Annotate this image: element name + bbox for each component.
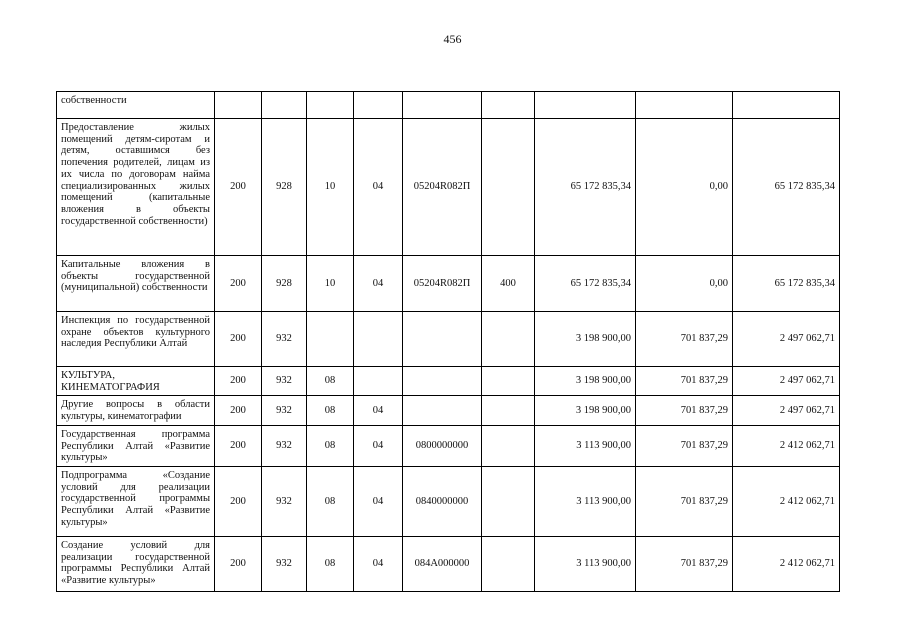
cell-code-5: 0800000000 xyxy=(403,425,482,466)
cell-amount-3: 2 412 062,71 xyxy=(733,466,840,536)
cell-code-3: 10 xyxy=(307,256,354,312)
cell-code-3 xyxy=(307,92,354,119)
cell-code-2: 932 xyxy=(262,425,307,466)
cell-name: Государственная программа Республики Алтай «Развитие культуры» xyxy=(57,425,215,466)
cell-code-6 xyxy=(482,536,535,591)
cell-code-3 xyxy=(307,312,354,367)
cell-code-1: 200 xyxy=(215,466,262,536)
cell-code-6 xyxy=(482,425,535,466)
page-number: 456 xyxy=(443,32,462,46)
cell-code-1: 200 xyxy=(215,536,262,591)
cell-code-1: 200 xyxy=(215,256,262,312)
cell-code-4: 04 xyxy=(354,466,403,536)
cell-amount-2: 0,00 xyxy=(636,119,733,256)
cell-code-4 xyxy=(354,92,403,119)
cell-code-3: 08 xyxy=(307,425,354,466)
cell-code-1 xyxy=(215,92,262,119)
cell-amount-3: 2 412 062,71 xyxy=(733,536,840,591)
cell-code-6 xyxy=(482,119,535,256)
cell-code-4: 04 xyxy=(354,256,403,312)
table-row xyxy=(57,396,840,425)
cell-code-4: 04 xyxy=(354,119,403,256)
cell-code-3: 08 xyxy=(307,536,354,591)
cell-amount-2: 701 837,29 xyxy=(636,367,733,396)
cell-code-2: 932 xyxy=(262,367,307,396)
cell-amount-1: 65 172 835,34 xyxy=(535,119,636,256)
cell-amount-3: 2 497 062,71 xyxy=(733,396,840,425)
cell-amount-3: 2 497 062,71 xyxy=(733,312,840,367)
cell-amount-2: 701 837,29 xyxy=(636,312,733,367)
cell-amount-3 xyxy=(733,92,840,119)
cell-code-5 xyxy=(403,312,482,367)
cell-code-2 xyxy=(262,92,307,119)
table-row xyxy=(57,256,840,312)
cell-code-2: 928 xyxy=(262,256,307,312)
cell-code-5 xyxy=(403,367,482,396)
cell-code-4 xyxy=(354,312,403,367)
table-row xyxy=(57,425,840,466)
cell-code-5 xyxy=(403,396,482,425)
cell-amount-1 xyxy=(535,92,636,119)
table-row xyxy=(57,367,840,396)
table-row xyxy=(57,92,840,119)
cell-amount-1: 3 198 900,00 xyxy=(535,367,636,396)
cell-code-3: 08 xyxy=(307,367,354,396)
cell-code-4: 04 xyxy=(354,425,403,466)
cell-code-5: 05204R082П xyxy=(403,119,482,256)
cell-name: Подпрограмма «Создание условий для реализации государственной программы Республики Алтай «Развитие культуры» xyxy=(57,466,215,536)
cell-amount-2 xyxy=(636,92,733,119)
table-row xyxy=(57,312,840,367)
cell-name: Инспекция по государственной охране объектов культурного наследия Республики Алтай xyxy=(57,312,215,367)
cell-code-5: 05204R082П xyxy=(403,256,482,312)
cell-code-1: 200 xyxy=(215,367,262,396)
cell-code-3: 08 xyxy=(307,466,354,536)
cell-name: собственности xyxy=(57,92,215,119)
cell-amount-2: 701 837,29 xyxy=(636,536,733,591)
cell-amount-1: 3 113 900,00 xyxy=(535,536,636,591)
cell-code-6 xyxy=(482,466,535,536)
cell-code-1: 200 xyxy=(215,396,262,425)
cell-code-1: 200 xyxy=(215,119,262,256)
table-row xyxy=(57,536,840,591)
cell-code-2: 932 xyxy=(262,396,307,425)
cell-code-2: 928 xyxy=(262,119,307,256)
cell-amount-3: 65 172 835,34 xyxy=(733,119,840,256)
cell-code-1: 200 xyxy=(215,425,262,466)
cell-amount-2: 701 837,29 xyxy=(636,466,733,536)
cell-code-2: 932 xyxy=(262,312,307,367)
cell-code-3: 08 xyxy=(307,396,354,425)
cell-code-6 xyxy=(482,367,535,396)
cell-code-6 xyxy=(482,92,535,119)
cell-amount-2: 701 837,29 xyxy=(636,396,733,425)
cell-code-6 xyxy=(482,312,535,367)
cell-amount-1: 65 172 835,34 xyxy=(535,256,636,312)
cell-code-6: 400 xyxy=(482,256,535,312)
cell-code-5 xyxy=(403,92,482,119)
cell-amount-2: 701 837,29 xyxy=(636,425,733,466)
cell-name: Другие вопросы в области культуры, кинематографии xyxy=(57,396,215,425)
cell-amount-1: 3 198 900,00 xyxy=(535,396,636,425)
cell-amount-1: 3 113 900,00 xyxy=(535,466,636,536)
cell-code-2: 932 xyxy=(262,466,307,536)
cell-amount-3: 2 412 062,71 xyxy=(733,425,840,466)
cell-code-2: 932 xyxy=(262,536,307,591)
table-row xyxy=(57,119,840,256)
cell-name: КУЛЬТУРА, КИНЕМАТОГРАФИЯ xyxy=(57,367,215,396)
table-row xyxy=(57,466,840,536)
cell-code-6 xyxy=(482,396,535,425)
budget-table xyxy=(56,91,840,592)
cell-amount-1: 3 113 900,00 xyxy=(535,425,636,466)
cell-code-3: 10 xyxy=(307,119,354,256)
cell-code-4: 04 xyxy=(354,396,403,425)
table-body xyxy=(57,92,840,592)
cell-code-5: 084A000000 xyxy=(403,536,482,591)
cell-amount-3: 65 172 835,34 xyxy=(733,256,840,312)
cell-name: Предоставление жилых помещений детям-сиротам и детям, оставшимся без попечения родителей, лицам из их числа по договорам найма специализированных жилых помещений (капитальные вложения в объекты государственной собственности) xyxy=(57,119,215,256)
cell-amount-2: 0,00 xyxy=(636,256,733,312)
cell-amount-3: 2 497 062,71 xyxy=(733,367,840,396)
cell-code-1: 200 xyxy=(215,312,262,367)
cell-code-4 xyxy=(354,367,403,396)
cell-code-4: 04 xyxy=(354,536,403,591)
cell-name: Капитальные вложения в объекты государственной (муниципальной) собственности xyxy=(57,256,215,312)
cell-name: Создание условий для реализации государственной программы Республики Алтай «Развитие культуры» xyxy=(57,536,215,591)
cell-amount-1: 3 198 900,00 xyxy=(535,312,636,367)
cell-code-5: 0840000000 xyxy=(403,466,482,536)
